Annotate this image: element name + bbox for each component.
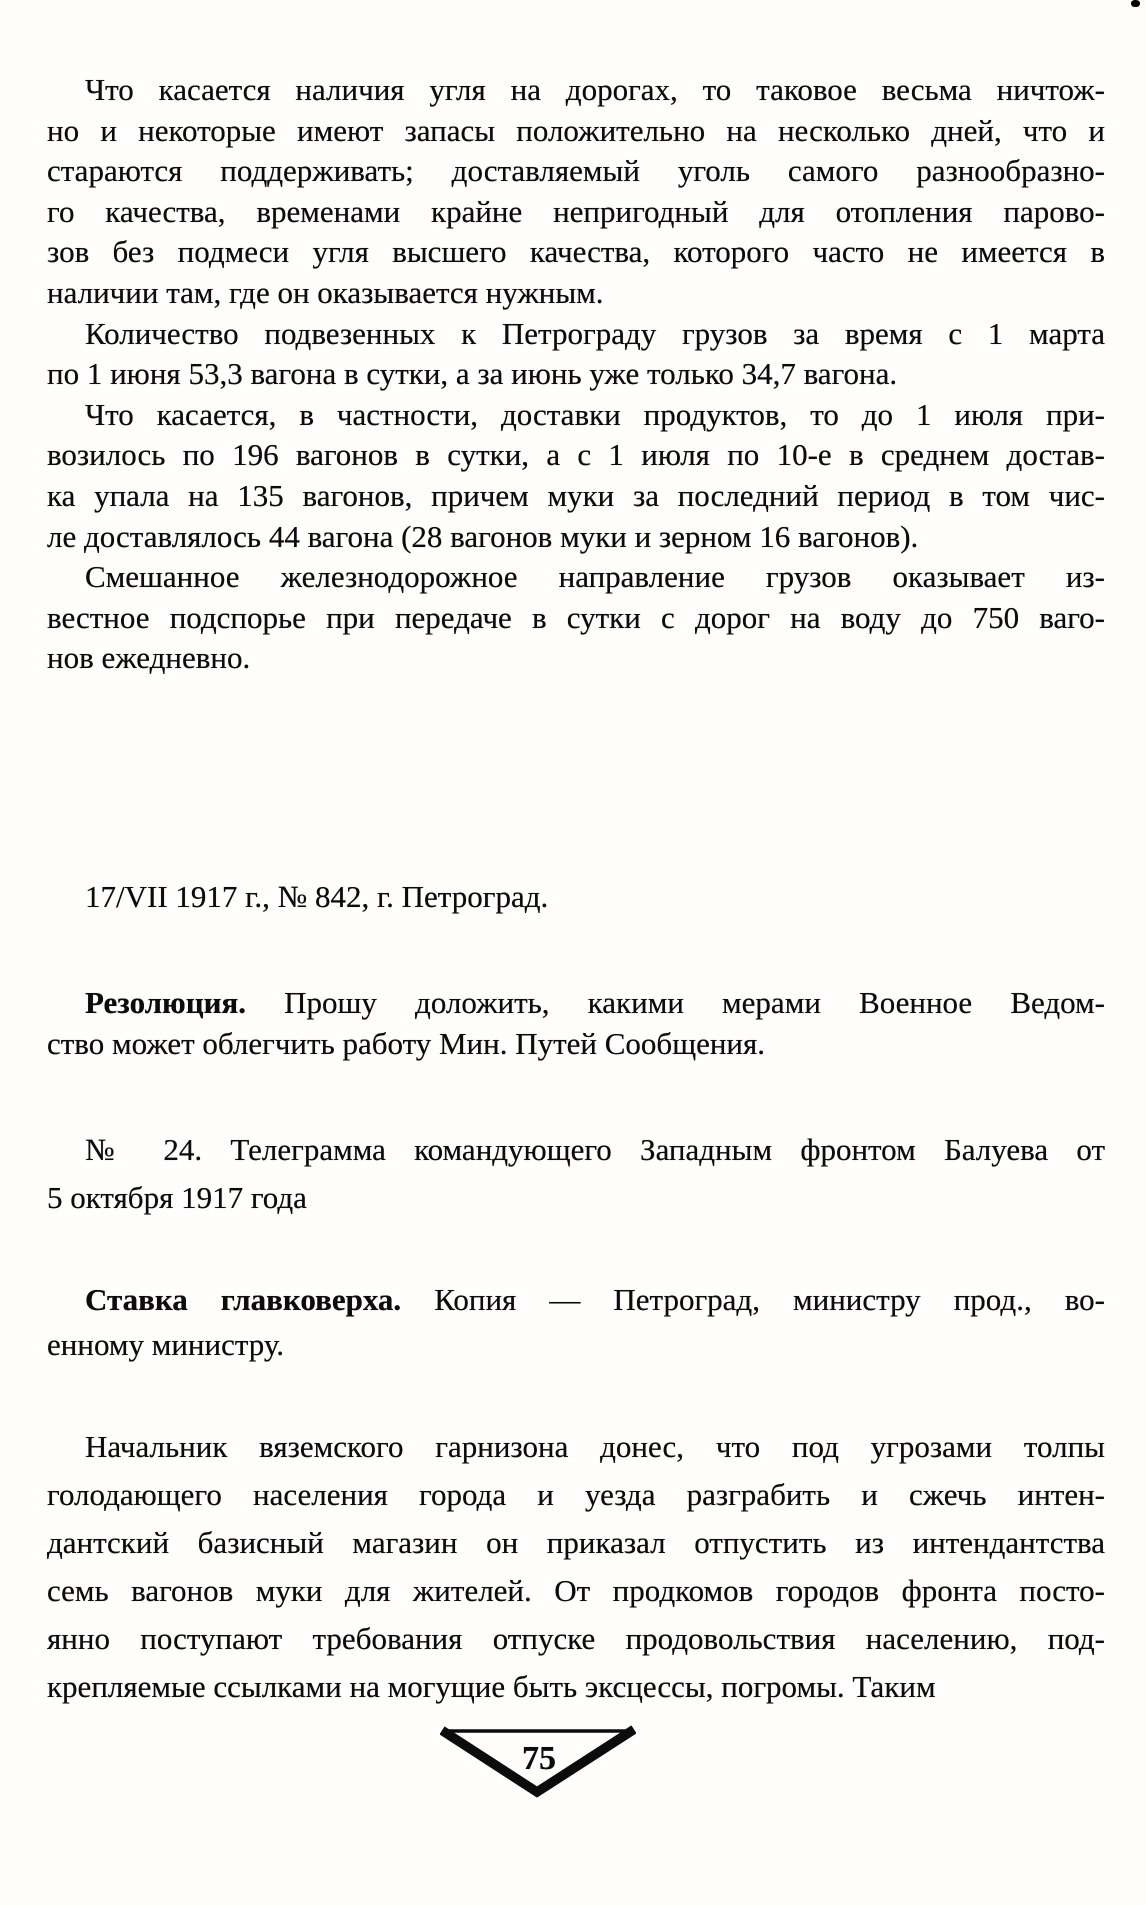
text-segment: крепляемые ссылками на могущие быть эксцессы, погромы. Таким [47, 1669, 936, 1704]
text-segment: енному министру. [47, 1327, 285, 1362]
text-line [47, 1663, 1105, 1711]
text-line [47, 517, 1105, 558]
text-segment: голодающего населения города и уезда разграбить и сжечь интен- [47, 1477, 1105, 1512]
telegram-body-block [47, 1423, 1105, 1711]
text-segment: возилось по 196 вагонов в сутки, а с 1 июля по 10-е в среднем достав- [47, 437, 1105, 473]
text-segment: № 24. Телеграмма командующего Западным фронтом Балуева от [85, 1132, 1105, 1167]
document-heading-block [47, 1126, 1105, 1222]
text-line [47, 395, 1105, 436]
text-line [47, 1277, 1105, 1322]
resolution-block [47, 982, 1105, 1064]
text-line [47, 354, 1105, 395]
addressee-block [47, 1277, 1105, 1367]
text-line [47, 638, 1105, 679]
text-line [47, 1322, 1105, 1367]
text-segment: дантский базисный магазин он приказал отпустить из интендантства [47, 1525, 1105, 1560]
text-segment: зов без подмеси угля высшего качества, которого часто не имеется в [47, 234, 1105, 270]
text-segment: Что касается, в частности, доставки продуктов, то до 1 июля при- [85, 396, 1105, 432]
text-line [47, 1615, 1105, 1663]
text-segment: Копия — Петроград, министру прод., во- [401, 1282, 1105, 1317]
text-segment: го качества, временами крайне непригодный для отопления парово- [47, 193, 1105, 229]
text-segment: наличии там, где он оказывается нужным. [47, 274, 604, 310]
text-line [47, 151, 1105, 192]
text-line [47, 435, 1105, 476]
text-line [47, 1519, 1105, 1567]
text-segment: по 1 июня 53,3 вагона в сутки, а за июнь уже только 34,7 вагона. [47, 356, 898, 392]
text-line [47, 273, 1105, 314]
bold-lead-text: Ставка главковерха. [85, 1282, 402, 1317]
text-line [47, 1423, 1105, 1471]
text-segment: Смешанное железнодорожное направление грузов оказывает из- [85, 559, 1105, 595]
main-text-block [47, 70, 1105, 679]
text-segment: 17/VII 1917 г., № 842, г. Петроград. [85, 879, 549, 914]
text-line [47, 192, 1105, 233]
text-line [47, 476, 1105, 517]
text-segment: вестное подспорье при передаче в сутки с дорог на воду до 750 ваго- [47, 599, 1105, 635]
text-line [47, 1023, 1105, 1064]
text-segment: ка упала на 135 вагонов, причем муки за последний период в том чис- [47, 477, 1105, 513]
text-segment: ле доставлялось 44 вагона (28 вагонов муки и зерном 16 вагонов). [47, 518, 919, 554]
text-segment: но и некоторые имеют запасы положительно на несколько дней, что и [47, 112, 1105, 148]
text-line [47, 111, 1105, 152]
text-line [47, 232, 1105, 273]
text-line [47, 876, 1105, 917]
page-number-ornament [440, 1722, 636, 1802]
text-segment: Что касается наличия угля на дорогах, то таковое весьма ничтож- [85, 72, 1105, 107]
text-line [47, 598, 1105, 639]
text-segment: Прошу доложить, какими мерами Военное Ведом- [245, 985, 1105, 1020]
text-segment: стараются поддерживать; доставляемый уголь самого разнообразно- [47, 153, 1105, 189]
text-line [47, 314, 1105, 355]
text-line [47, 1471, 1105, 1519]
text-line [47, 1567, 1105, 1615]
text-segment: Количество подвезенных к Петрограду грузов за время с 1 марта [85, 315, 1105, 351]
text-segment: нов ежедневно. [47, 640, 251, 676]
text-segment: янно поступают требования отпуске продовольствия населению, под- [47, 1621, 1105, 1656]
scan-artifact-speck [1131, 0, 1140, 7]
page-number: 75 [522, 1740, 556, 1777]
text-segment: Начальник вяземского гарнизона донес, что под угрозами толпы [85, 1429, 1105, 1464]
text-line [47, 1126, 1105, 1174]
text-segment: семь вагонов муки для жителей. От продкомов городов фронта посто- [47, 1573, 1105, 1608]
bold-lead-text: Резолюция. [85, 985, 246, 1020]
text-segment: 5 октября 1917 года [47, 1180, 307, 1215]
text-line [47, 1174, 1105, 1222]
text-line [47, 557, 1105, 598]
text-line [47, 982, 1105, 1023]
text-segment: ство может облегчить работу Мин. Путей Сообщения. [47, 1026, 766, 1061]
text-line [47, 70, 1105, 111]
dateline-block [47, 876, 1105, 917]
